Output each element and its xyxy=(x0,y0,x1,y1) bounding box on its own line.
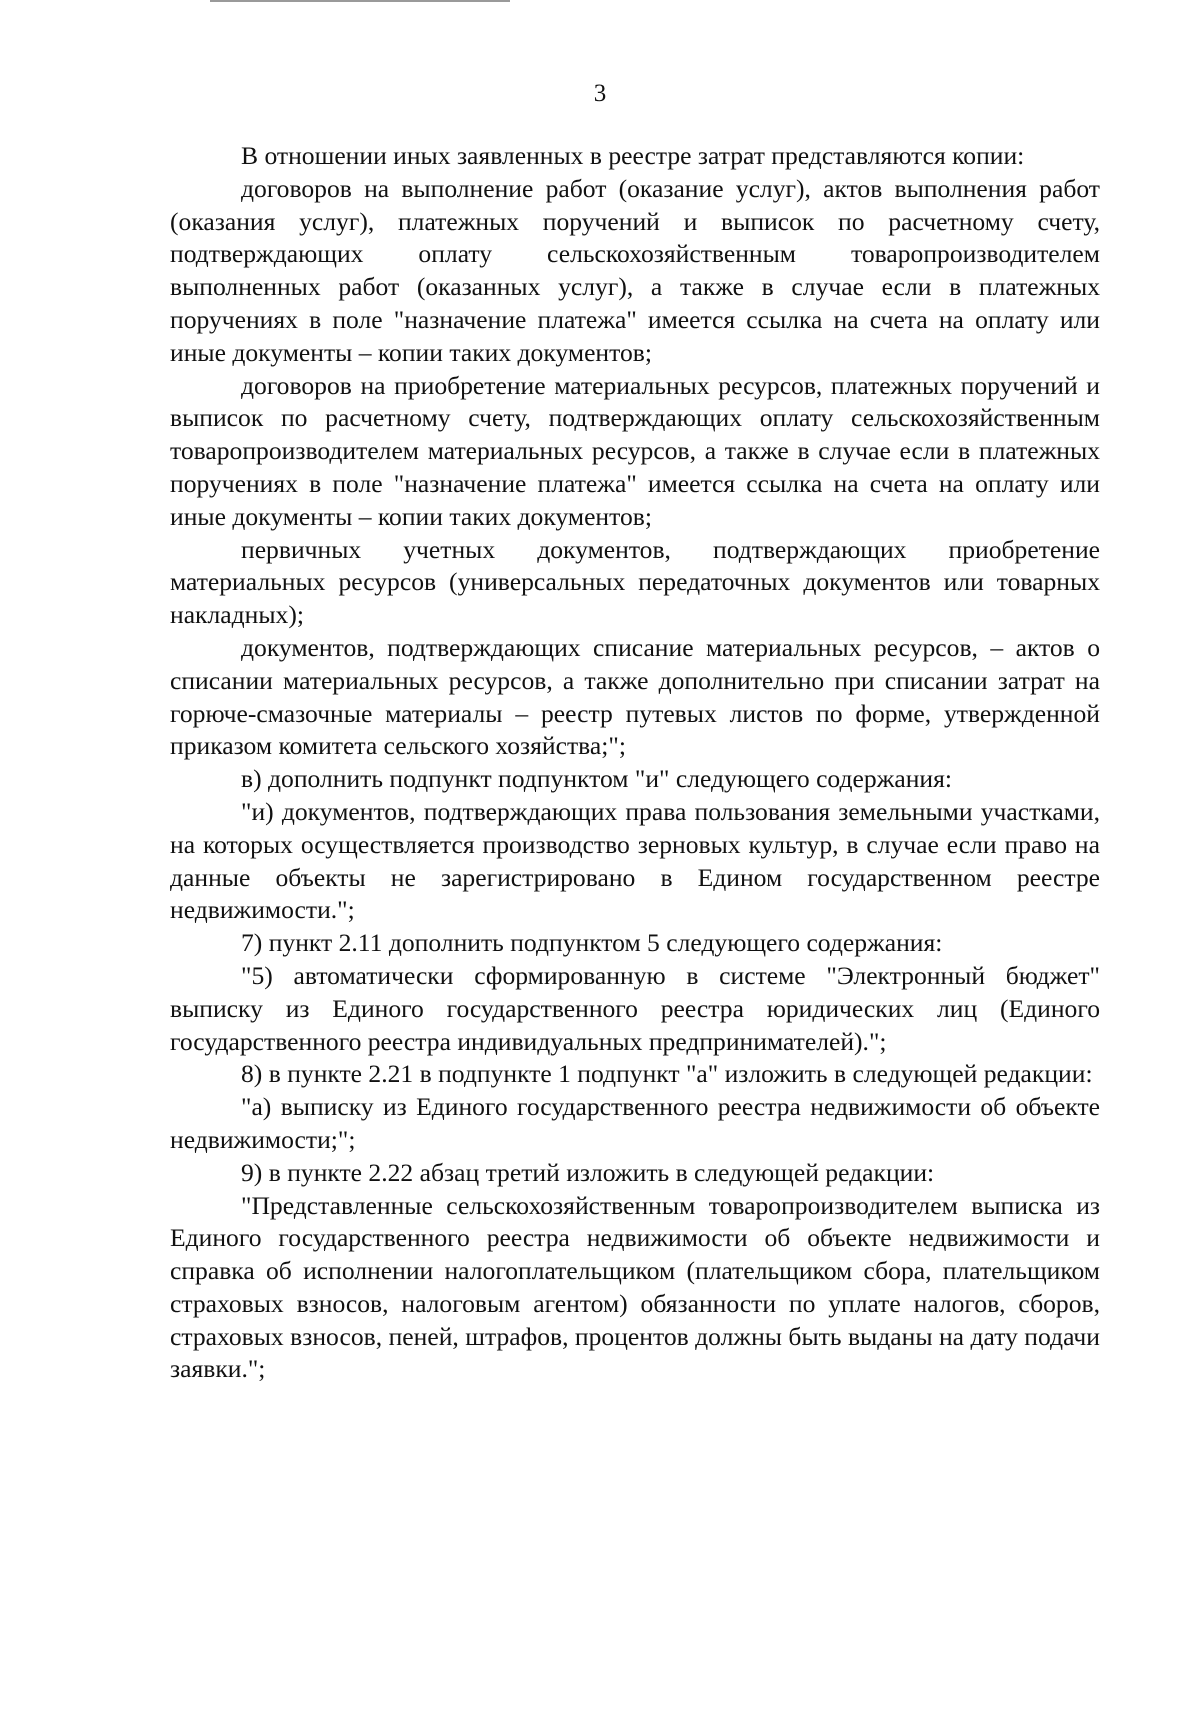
paragraph: "5) автоматически сформированную в системе "Электронный бюджет" выписку из Единого государственного реестра юридических лиц (Единого государственного реестра индивидуальных предпринимателей)."; xyxy=(170,960,1100,1056)
paragraph: "и) документов, подтверждающих права пользования земельными участками, на которых осуществляется производство зерновых культур, в случае если право на данные объекты не зарегистрировано в Едином государственном реестре недвижимости."; xyxy=(170,796,1100,925)
document-body xyxy=(170,140,1100,1386)
paragraph: В отношении иных заявленных в реестре затрат представляются копии: xyxy=(241,141,1025,170)
page-number: 3 xyxy=(593,80,607,107)
paragraph: договоров на приобретение материальных ресурсов, платежных поручений и выписок по расчетному счету, подтверждающих оплату сельскохозяйственным товаропроизводителем материальных ресурсов, а также в случае если в платежных поручениях в поле "назначение платежа" имеется ссылка на счета на оплату или иные документы – копии таких документов; xyxy=(170,370,1100,531)
scan-edge-line xyxy=(210,0,510,2)
paragraph: первичных учетных документов, подтверждающих приобретение материальных ресурсов (универсальных передаточных документов или товарных накладных); xyxy=(170,534,1100,630)
paragraph: 7) пункт 2.11 дополнить подпунктом 5 следующего содержания: xyxy=(241,928,943,958)
paragraph: 9) в пункте 2.22 абзац третий изложить в следующей редакции: xyxy=(241,1157,935,1187)
paragraph: "а) выписку из Единого государственного реестра недвижимости об объекте недвижимости;"; xyxy=(170,1092,1100,1154)
paragraph: "Представленные сельскохозяйственным товаропроизводителем выписка из Единого государственного реестра недвижимости об объекте недвижимости и справка об исполнении налогоплательщиком (плательщиком сбора, плательщиком страховых взносов, налоговым агентом) обязанности по уплате налогов, сборов, страховых взносов, пеней, штрафов, процентов должны быть выданы на дату подачи заявки."; xyxy=(170,1190,1100,1384)
paragraph: документов, подтверждающих списание материальных ресурсов, – актов о списании материальных ресурсов, а также дополнительно при списании затрат на горюче-смазочные материалы – реестр путевых листов по форме, утвержденной приказом комитета сельского хозяйства;"; xyxy=(170,632,1100,761)
paragraph: в) дополнить подпункт подпунктом "и" следующего содержания: xyxy=(241,764,952,794)
paragraph: 8) в пункте 2.21 в подпункте 1 подпункт "а" изложить в следующей редакции: xyxy=(241,1059,1093,1089)
paragraph: договоров на выполнение работ (оказание услуг), актов выполнения работ (оказания услуг), платежных поручений и выписок по расчетному счету, подтверждающих оплату сельскохозяйственным товаропроизводителем выполненных работ (оказанных услуг), а также в случае если в платежных поручениях в поле "назначение платежа" имеется ссылка на счета на оплату или иные документы – копии таких документов; xyxy=(170,173,1100,367)
